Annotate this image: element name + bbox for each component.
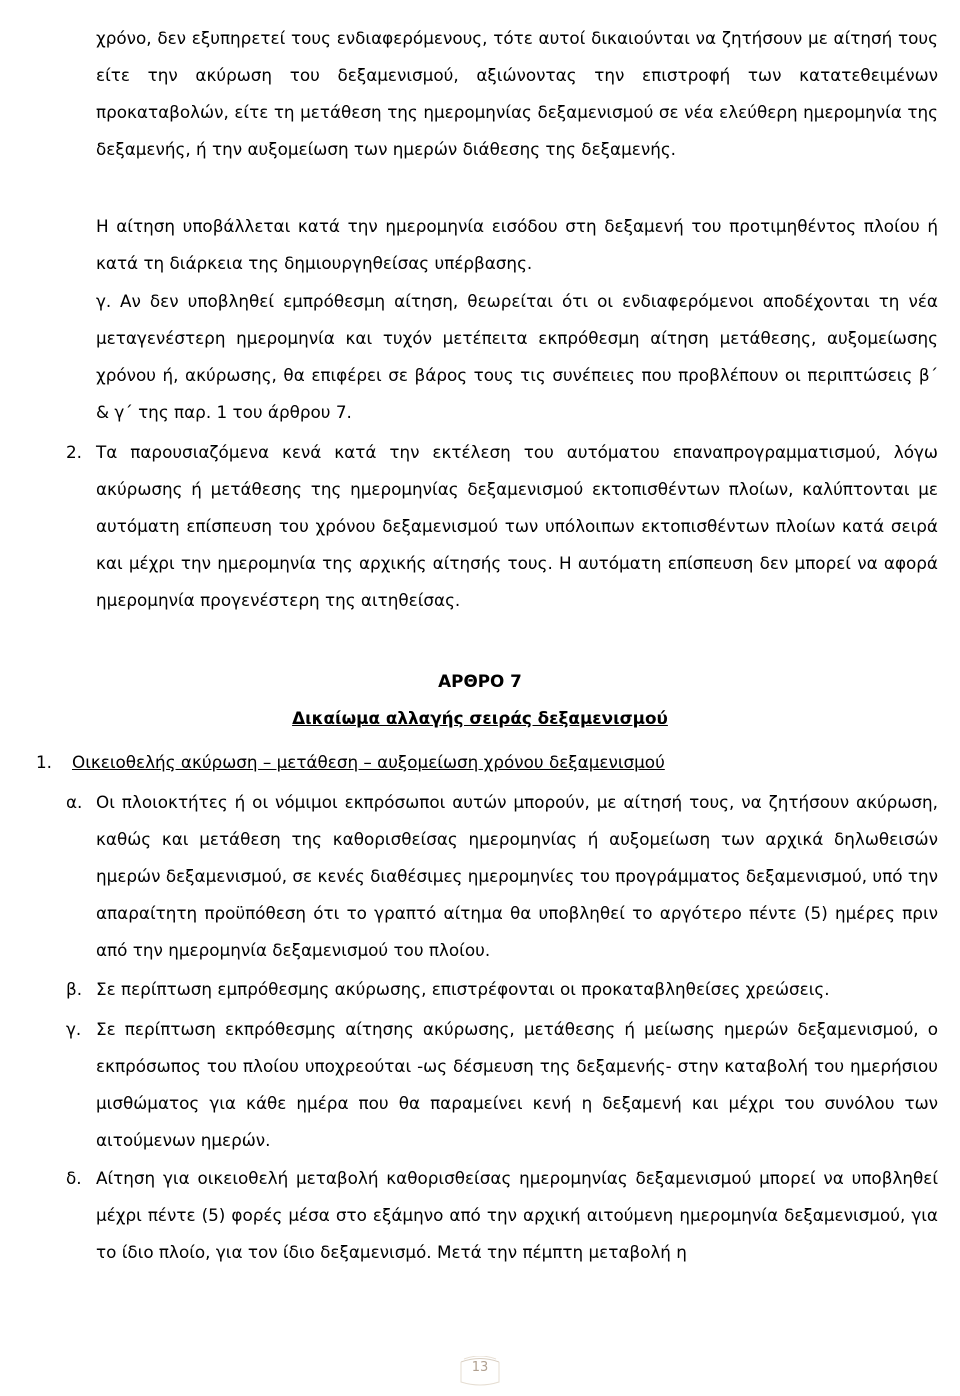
item-beta-text: Σε περίπτωση εμπρόθεσμης ακύρωσης, επιστρέφονται οι προκαταβληθείσες χρεώσεις. [96,979,830,999]
item-2-label: 2. [66,442,83,462]
item-gamma2-label: γ. [66,1019,82,1039]
page-number-badge [458,1356,502,1386]
item-alpha-label: α. [66,792,83,812]
paragraph-continued: χρόνο, δεν εξυπηρετεί τους ενδιαφερόμενους, τότε αυτοί δικαιούνται να ζητήσουν με αίτησή τους είτε την ακύρωση του δεξαμενισμού, αξιώνοντας την επιστροφή των κατατεθειμένων προκαταβολών, είτε τη μετάθεση της ημερομηνίας δεξαμενισμού σε νέα ελεύθερη ημερομηνία της δεξαμενής, ή την αυξομείωση των ημερών διάθεσης της δεξαμενής. [96,28,938,159]
paragraph-request: Η αίτηση υποβάλλεται κατά την ημερομηνία εισόδου στη δεξαμενή του προτιμηθέντος πλοίου ή κατά τη διάρκεια της δημιουργηθείσας υπέρβασης. [96,216,938,273]
item-gamma-label: γ. [96,291,112,311]
paragraph-gamma: Αν δεν υποβληθεί εμπρόθεσμη αίτηση, θεωρείται ότι οι ενδιαφερόμενοι αποδέχονται τη νέα μεταγενέστερη ημερομηνία και τυχόν μετέπειτα εκπρόθεσμη αίτηση μετάθεσης, αυξομείωσης χρόνου ή, ακύρωσης, θα επιφέρει σε βάρος τους τις συνέπειες που προβλέπουν οι περιπτώσεις β΄ & γ΄ της παρ. 1 του άρθρου 7. [96,291,938,422]
item-delta-text: Αίτηση για οικειοθελή μεταβολή καθορισθείσας ημερομηνίας δεξαμενισμού μπορεί να υποβληθεί μέχρι πέντε (5) φορές μέσα στο εξάμηνο από την αρχική αιτούμενη ημερομηνία δεξαμενισμού, για το ίδιο πλοίο, για τον ίδιο δεξαμενισμό. Μετά την πέμπτη μεταβολή η [96,1168,938,1262]
section1-label: 1. [36,752,53,772]
article-title: Δικαίωμα αλλαγής σειράς δεξαμενισμού [292,708,668,728]
item-alpha-text: Οι πλοιοκτήτες ή οι νόμιμοι εκπρόσωποι αυτών μπορούν, με αίτησή τους, να ζητήσουν ακύρωση, καθώς και μετάθεση της καθορισθείσας ημερομηνίας ή αυξομείωση των αρχικά δηλωθεισών ημερών δεξαμενισμού, σε κενές διαθέσιμες ημερομηνίες του προγράμματος δεξαμενισμού, υπό την απαραίτητη προϋπόθεση ότι το γραπτό αίτημα θα υποβληθεί το αργότερο πέντε (5) ημέρες πριν από την ημερομηνία δεξαμενισμού του πλοίου. [96,792,938,960]
item-gamma2-text: Σε περίπτωση εκπρόθεσμης αίτησης ακύρωσης, μετάθεσης ή μείωσης ημερών δεξαμενισμού, ο εκπρόσωπος του πλοίου υποχρεούται -ως δέσμευση της δεξαμενής- στην καταβολή του ημερήσιου μισθώματος για κάθε ημέρα που θα παραμείνει κενή η δεξαμενή και μέχρι του συνόλου των αιτούμενων ημερών. [96,1019,938,1150]
item-delta-label: δ. [66,1168,82,1188]
item-beta-label: β. [66,979,83,999]
page-number: 13 [471,1360,489,1375]
article-number: ΑΡΘΡΟ 7 [438,671,522,691]
section1-heading: Οικειοθελής ακύρωση – μετάθεση – αυξομείωση χρόνου δεξαμενισμού [72,752,665,772]
paragraph-2: Τα παρουσιαζόμενα κενά κατά την εκτέλεση του αυτόματου επαναπρογραμματισμού, λόγω ακύρωσης ή μετάθεσης της ημερομηνίας δεξαμενισμού εκτοπισθέντων πλοίων, καλύπτονται με αυτόματη επίσπευση του χρόνου δεξαμενισμού των υπόλοιπων εκτοπισθέντων πλοίων κατά σειρά και μέχρι την ημερομηνία της αρχικής αίτησής τους. Η αυτόματη επίσπευση δεν μπορεί να αφορά ημερομηνία προγενέστερη της αιτηθείσας. [96,442,938,610]
